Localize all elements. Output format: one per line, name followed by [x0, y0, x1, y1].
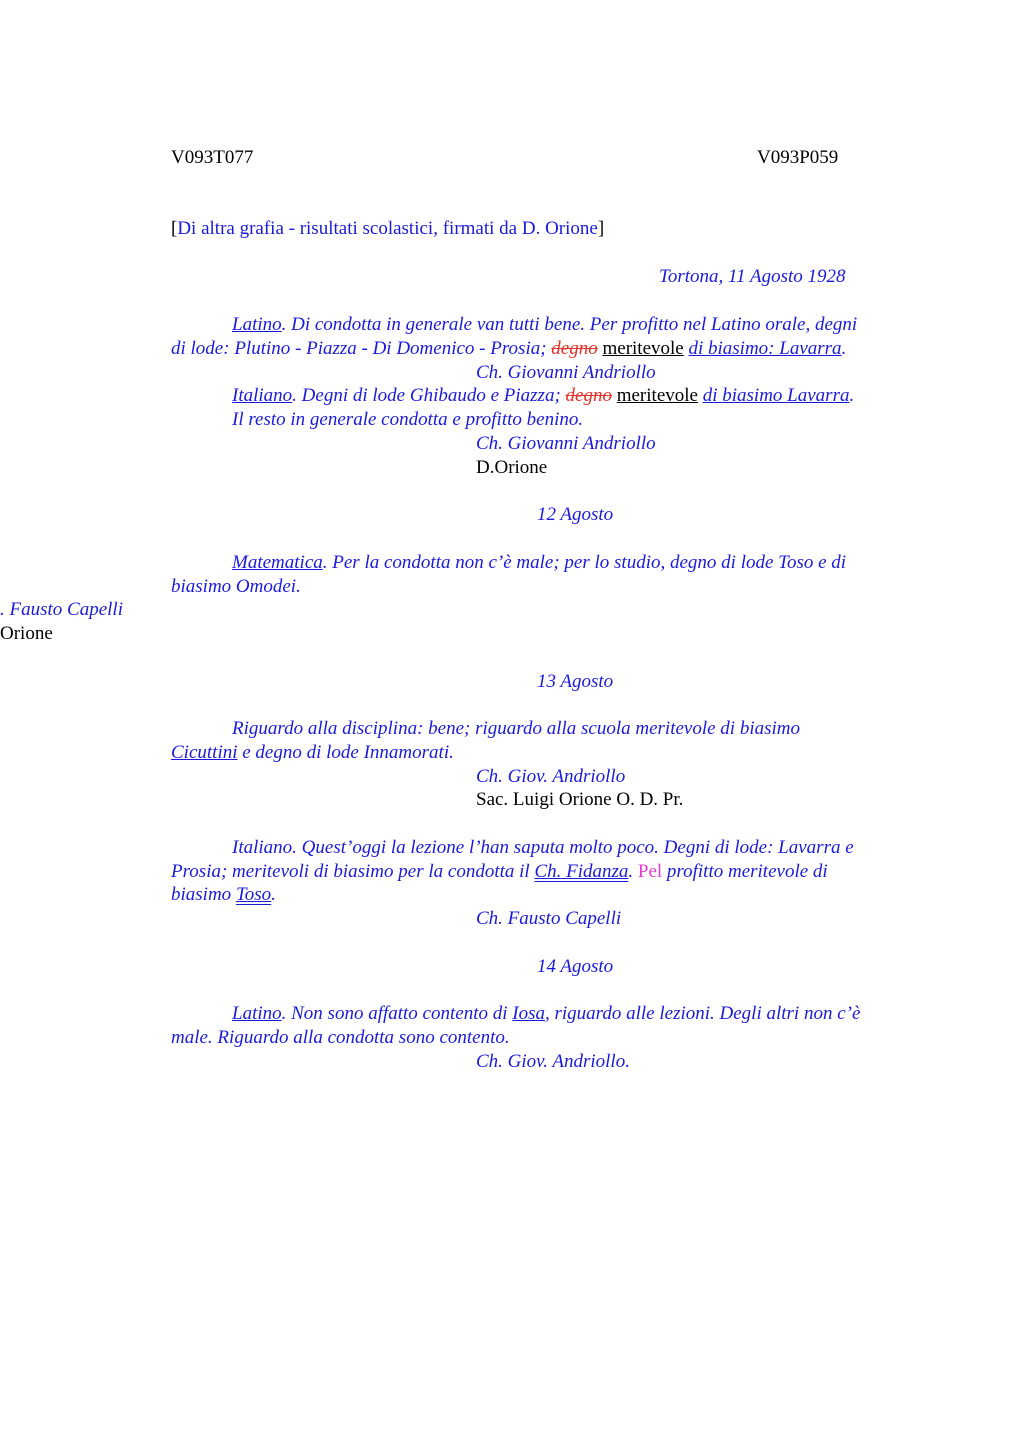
entry5-name-toso: Toso: [235, 884, 272, 905]
entry2-line1: Italiano. Degni di lode Ghibaudo e Piazza; degno meritevole di biasimo Lavarra.: [232, 385, 855, 406]
entry4-countersign: Sac. Luigi Orione O. D. Pr.: [476, 789, 684, 810]
entry3-margin-countersign: Orione: [0, 623, 53, 644]
note-text: Di altra grafia - risultati scolastici, firmati da D. Orione: [177, 218, 598, 239]
entry1-line2: di lode: Plutino - Piazza - Di Domenico - Prosia; degno meritevole di biasimo: Lavarra.: [171, 338, 847, 359]
entry5-signature: Ch. Fausto Capelli: [476, 908, 622, 929]
document-code-right: V093P059: [757, 147, 839, 168]
entry4-signature: Ch. Giov. Andriollo: [476, 766, 626, 787]
entry5-line1: Italiano. Quest’oggi la lezione l’han saputa molto poco. Degni di lode: Lavarra e: [232, 837, 854, 858]
entry2-correction: meritevole: [616, 385, 698, 406]
entry3-margin-signature: . Fausto Capelli: [0, 599, 123, 620]
entry3-subject: Matematica: [232, 552, 323, 573]
entry4-line2: Cicuttini e degno di lode Innamorati.: [171, 742, 454, 763]
entry1-correction: meritevole: [602, 338, 684, 359]
entry1-line1-rest: . Di condotta in generale van tutti bene. Per profitto nel Latino orale, degni: [281, 314, 858, 335]
entry1-underlined: di biasimo: Lavarra: [688, 338, 842, 359]
entry6-line1: Latino. Non sono affatto contento di Iosa, riguardo alle lezioni. Degli altri non c’è: [232, 1003, 861, 1024]
entry2-underlined: di biasimo Lavarra: [702, 385, 850, 406]
date-12-agosto: 12 Agosto: [537, 504, 614, 525]
entry3-line1: Matematica. Per la condotta non c’è male; per lo studio, degno di lode Toso e di: [232, 552, 847, 573]
place-date: Tortona, 11 Agosto 1928: [659, 266, 846, 287]
entry5-line3: biasimo Toso.: [171, 884, 276, 905]
entry2-countersign: D.Orione: [476, 457, 548, 478]
entry2-line2: Il resto in generale condotta e profitto benino.: [232, 409, 584, 430]
entry2-subject: Italiano: [232, 385, 293, 406]
entry3-line2: biasimo Omodei.: [171, 576, 301, 597]
entry1-line1: [232, 313, 857, 337]
editorial-note: [171, 217, 604, 241]
entry1-signature: Ch. Giovanni Andriollo: [476, 362, 656, 383]
entry4-name: Cicuttini: [171, 742, 238, 763]
note-close-bracket: ]: [597, 218, 605, 239]
entry6-name: Iosa: [512, 1003, 545, 1024]
date-14-agosto: 14 Agosto: [537, 956, 614, 977]
entry5-name-fidanza: Ch. Fidanza: [534, 861, 629, 882]
entry1-struck-word: degno: [551, 338, 598, 359]
entry5-pel: Pel: [637, 861, 663, 882]
entry6-signature: Ch. Giov. Andriollo.: [476, 1051, 630, 1072]
date-13-agosto: 13 Agosto: [537, 671, 614, 692]
entry2-struck-word: degno: [565, 385, 612, 406]
document-code-left: V093T077: [171, 147, 254, 168]
entry6-subject: Latino: [232, 1003, 282, 1024]
entry4-line1: Riguardo alla disciplina: bene; riguardo alla scuola meritevole di biasimo: [232, 718, 801, 739]
entry1-subject: Latino: [232, 314, 282, 335]
entry1-line2-start: di lode: Plutino - Piazza - Di Domenico - Prosia;: [171, 338, 552, 359]
entry5-line2: Prosia; meritevoli di biasimo per la condotta il Ch. Fidanza. Pel profitto meritevole di: [171, 861, 828, 882]
entry2-signature: Ch. Giovanni Andriollo: [476, 433, 656, 454]
entry6-line2: male. Riguardo alla condotta sono contento.: [171, 1027, 510, 1048]
note-open-bracket: [: [171, 218, 178, 239]
